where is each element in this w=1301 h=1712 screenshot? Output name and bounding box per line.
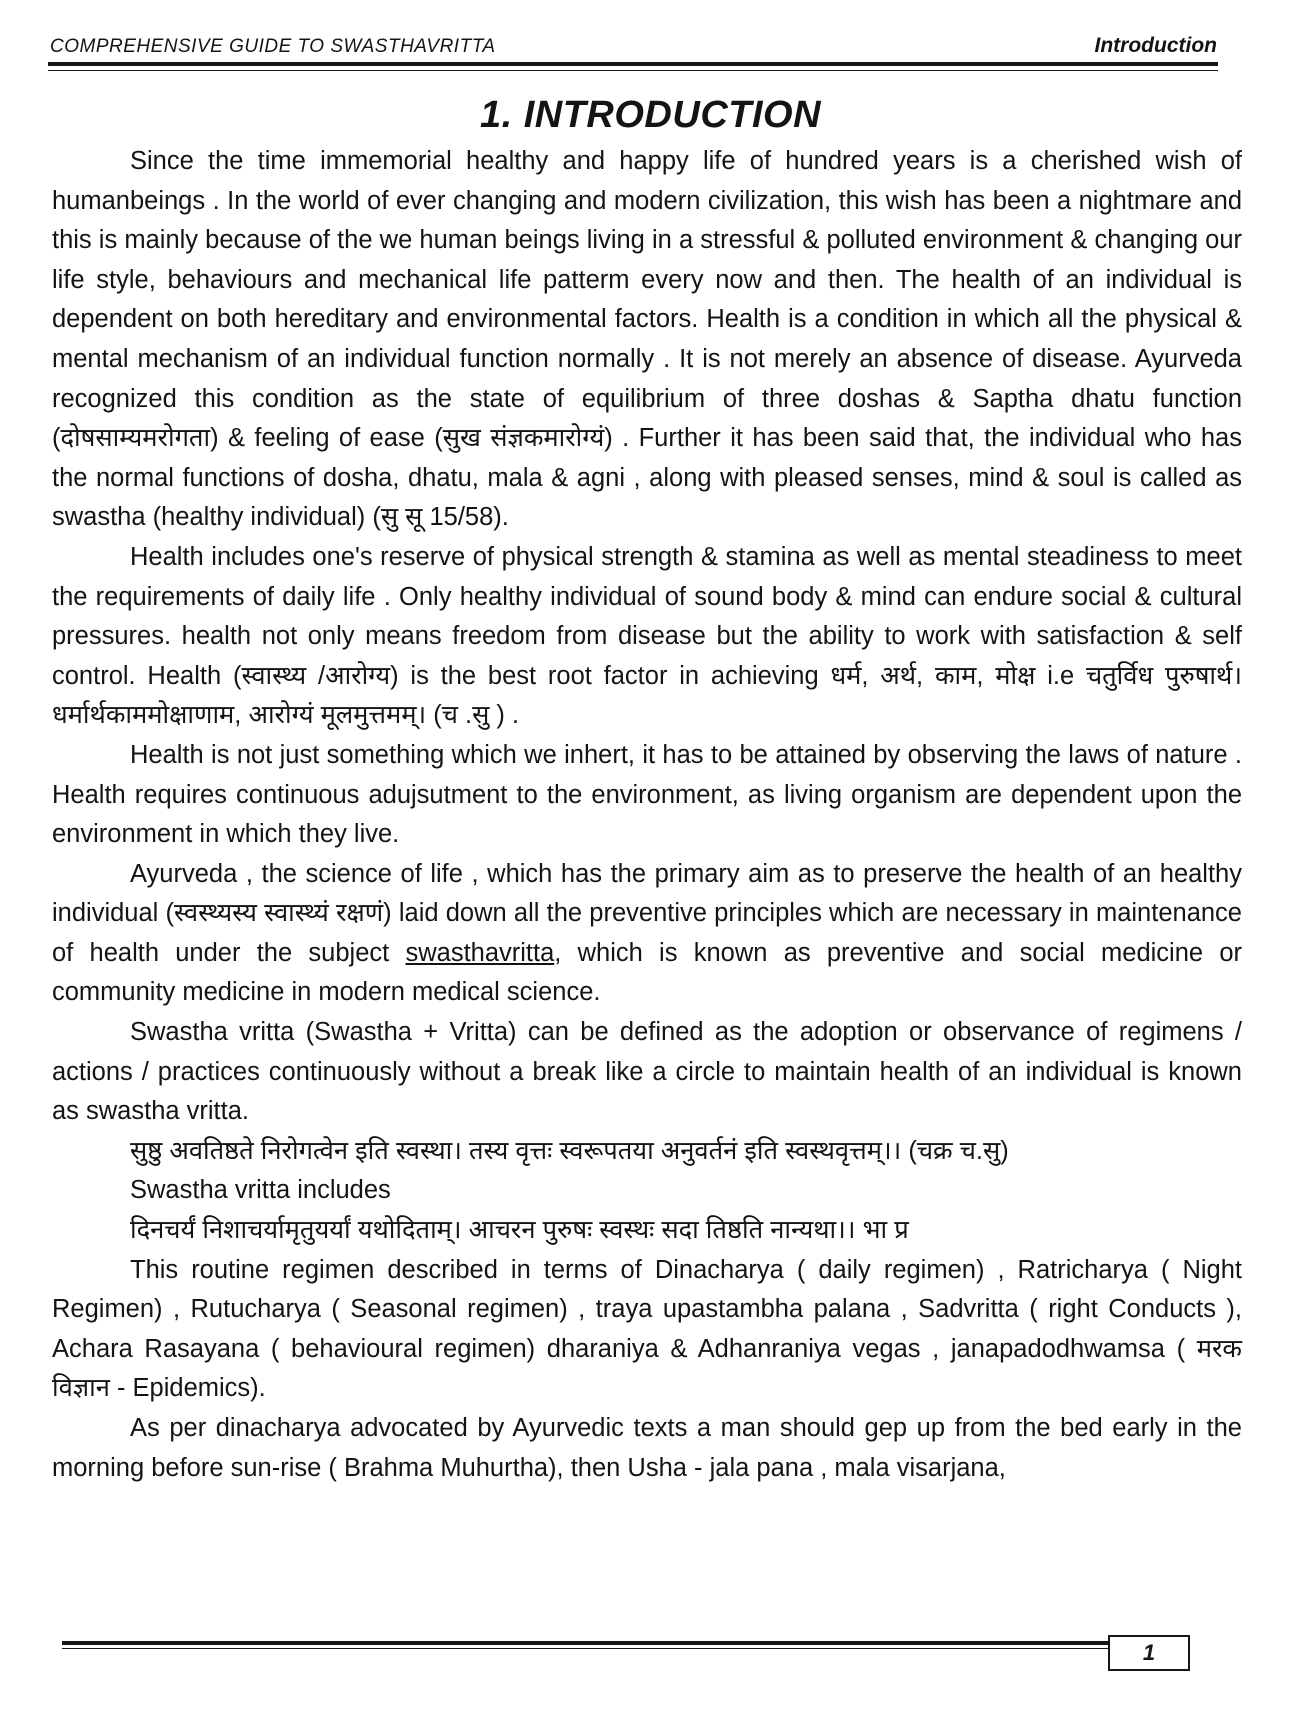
body-text	[52, 142, 1242, 1488]
paragraph-2: Health includes one's reserve of physical strength & stamina as well as mental steadiness to meet the requirements of daily life . Only healthy individual of sound body & mind can endure social & cultural pressures. health not only means freedom from disease but the ability to work with satisfaction & self control. Health (स्वास्थ्य /आरोग्य) is the best root factor in achieving धर्म, अर्थ, काम, मोक्ष i.e चतुर्विध पुरुषार्थ। धर्मार्थकाममोक्षाणाम, आरोग्यं मूलमुत्तमम्। (च .सु ) .	[52, 542, 1242, 730]
paragraph-4-text-a: Ayurveda , the science of life , which has the primary aim as to preserve the health of an healthy individual (स्वस्थ्यस्य स्वास्थ्यं रक्षणं) laid down all the preventive principles which are necessary in maintenance of health under the subject	[52, 859, 1242, 967]
running-header-chapter: Introduction	[1094, 34, 1217, 57]
footer-rule-thick	[62, 1641, 1108, 1645]
paragraph-7: As per dinacharya advocated by Ayurvedic texts a man should gep up from the bed early in the morning before sun-rise ( Brahma Muhurtha), then Usha - jala pana , mala visarjana,	[52, 1414, 1242, 1482]
paragraph-6: This routine regimen described in terms of Dinacharya ( daily regimen) , Ratricharya ( Night Regimen) , Rutucharya ( Seasonal regimen) , traya upastambha palana , Sadvritta ( right Conducts ), Achara Rasayana ( behavioural regimen) dharaniya & Adhanraniya vegas , janapadodhwamsa ( मरक विज्ञान - Epidemics).	[52, 1255, 1242, 1403]
paragraph-1: Since the time immemorial healthy and happy life of hundred years is a cherished wish of humanbeings . In the world of ever changing and modern civilization, this wish has been a nightmare and this is mainly because of the we human beings living in a stressful & polluted environment & changing our life style, behaviours and mechanical life patterm every now and then. The health of an individual is dependent on both hereditary and environmental factors. Health is a condition in which all the physical & mental mechanism of an individual function normally . It is not merely an absence of disease. Ayurveda recognized this condition as the state of equilibrium of three doshas & Saptha dhatu function (दोषसाम्यमरोगता) & feeling of ease (सुख संज्ञकमारोग्यं) . Further it has been said that, the individual who has the normal functions of dosha, dhatu, mala & agni , along with pleased senses, mind & soul is called as swastha (healthy individual) (सु सू 15/58).	[52, 147, 1242, 532]
paragraph-3: Health is not just something which we inhert, it has to be attained by observing the laws of nature . Health requires continuous adujsutment to the environment, as living organism are dependent upon the environment in which they live.	[52, 740, 1242, 849]
header-rule-thin	[48, 70, 1218, 71]
chapter-title: 1. INTRODUCTION	[479, 94, 822, 136]
paragraph-5: Swastha vritta (Swastha + Vritta) can be defined as the adoption or observance of regimens / actions / practices continuously without a break like a circle to maintain health of an individual is known as swastha vritta.	[52, 1018, 1242, 1126]
header-rule-thick	[48, 62, 1218, 66]
footer-rule-thin	[62, 1648, 1108, 1649]
running-header-book-title: COMPREHENSIVE GUIDE TO SWASTHAVRITTA	[50, 36, 496, 57]
sanskrit-verse-2: दिनचर्यं निशाचर्यामृतुयर्यां यथोदिताम्। आचरन पुरुषः स्वस्थः सदा तिष्ठति नान्यथा।। भा प्र	[130, 1216, 909, 1245]
sanskrit-verse-1: सुष्ठु अवतिष्ठते निरोगत्वेन इति स्वस्था। तस्य वृत्तः स्वरूपतया अनुवर्तनं इति स्वस्थवृत्तम्।। (चक्र च.सु)	[130, 1136, 1009, 1165]
page-number: 1	[1108, 1635, 1190, 1671]
swasthavritta-underlined-term: swasthavritta	[405, 938, 555, 967]
paragraph-includes: Swastha vritta includes	[130, 1176, 391, 1205]
paragraph-4-text-b: , which is known as preventive and social medicine or community medicine in modern medical science.	[52, 938, 1242, 1007]
paragraph-4	[52, 855, 1242, 1013]
